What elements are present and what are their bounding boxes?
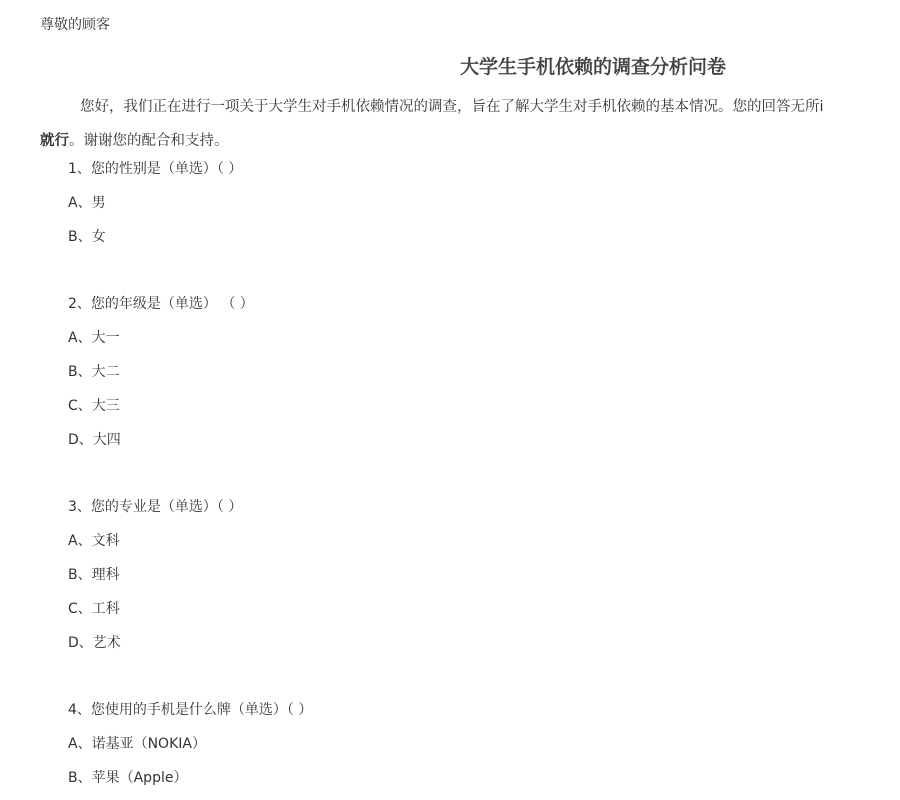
question-3-option-c: C、工科 xyxy=(68,601,120,617)
question-spacer xyxy=(68,660,888,693)
greeting: 尊敬的顾客 xyxy=(40,17,110,33)
question-2-text: 2、您的年级是（单选） （ ） xyxy=(68,296,254,312)
question-2 xyxy=(68,287,888,457)
question-4 xyxy=(68,693,888,795)
question-1-option-a: A、男 xyxy=(68,195,106,211)
question-3-option-d: D、艺术 xyxy=(68,635,121,651)
question-2-option-b: B、大二 xyxy=(68,364,120,380)
intro-paragraph xyxy=(40,90,900,158)
question-2-option-a: A、大一 xyxy=(68,330,120,346)
page-title: 大学生手机依赖的调查分析问卷 xyxy=(460,56,727,78)
intro-line-1: 您好，我们正在进行一项关于大学生对手机依赖情况的调查，旨在了解大学生对手机依赖的基本情况。您的回答无所i xyxy=(80,99,824,115)
intro-line-2: 。谢谢您的配合和支持。 xyxy=(69,133,229,149)
question-3 xyxy=(68,490,888,660)
question-spacer xyxy=(68,254,888,287)
question-3-option-a: A、文科 xyxy=(68,533,120,549)
question-4-option-b: B、苹果（Apple） xyxy=(68,770,188,786)
intro-bold-word: 就行 xyxy=(40,133,69,149)
question-4-option-a: A、诺基亚（NOKIA） xyxy=(68,736,206,752)
question-3-text: 3、您的专业是（单选）（ ） xyxy=(68,499,243,515)
question-1-text: 1、您的性别是（单选）（ ） xyxy=(68,161,243,177)
question-2-option-c: C、大三 xyxy=(68,398,120,414)
question-list xyxy=(68,152,888,795)
question-4-text: 4、您使用的手机是什么牌（单选）（ ） xyxy=(68,702,313,718)
question-3-option-b: B、理科 xyxy=(68,567,120,583)
question-2-option-d: D、大四 xyxy=(68,432,121,448)
question-spacer xyxy=(68,457,888,490)
question-1 xyxy=(68,152,888,254)
question-1-option-b: B、女 xyxy=(68,229,106,245)
